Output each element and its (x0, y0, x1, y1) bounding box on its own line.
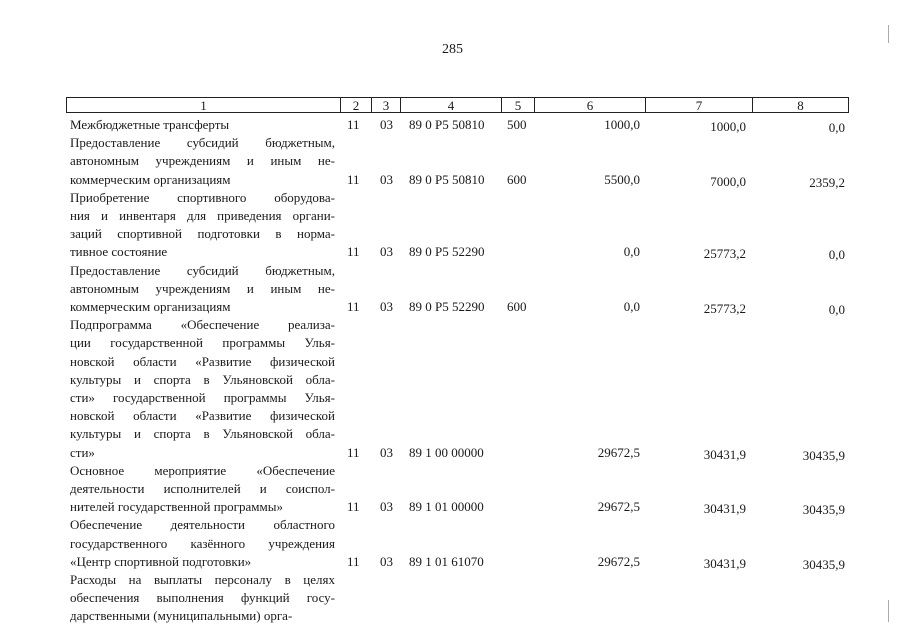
cell-c3: 03 (380, 553, 393, 569)
cell-c7: 30431,9 (703, 501, 746, 517)
cell-c8: 0,0 (828, 120, 845, 135)
cell-c4: 89 0 P5 52290 (409, 244, 485, 260)
description-line: Основное мероприятие «Обеспечение (70, 462, 335, 478)
description-line: Расходы на выплаты персоналу в целях (70, 572, 335, 587)
description-line: коммерческим организациям (70, 171, 231, 187)
description-line: Подпрограмма «Обеспечение реализа- (70, 317, 335, 333)
cell-c2: 11 (347, 444, 360, 460)
cell-c5: 600 (507, 171, 527, 187)
description-line: культуры и спорта в Ульяновской обла- (70, 426, 335, 442)
cell-c3: 03 (380, 244, 393, 260)
row-description (70, 316, 335, 462)
cell-c3: 03 (380, 499, 393, 515)
description-line: Приобретение спортивного оборудова- (70, 189, 335, 205)
cell-c8: 30435,9 (802, 502, 845, 518)
header-col-1: 1 (66, 97, 341, 113)
cell-c4: 89 0 P5 50810 (409, 117, 485, 132)
description-line: культуры и спорта в Ульяновской обла- (70, 371, 335, 387)
description-line: автономным учреждениям и иным не- (70, 280, 335, 296)
cell-c8: 30435,9 (802, 556, 845, 572)
cell-c2: 11 (347, 117, 360, 132)
description-line: автономным учреждениям и иным не- (70, 153, 335, 169)
cell-c8: 2359,2 (809, 174, 845, 190)
cell-c6: 0,0 (623, 298, 640, 314)
description-line: государственного казённого учреждения (70, 535, 335, 551)
cell-c3: 03 (380, 171, 393, 187)
header-col-5: 5 (501, 97, 535, 113)
header-col-4: 4 (400, 97, 502, 113)
cell-c7: 1000,0 (710, 119, 746, 134)
cell-c6: 29672,5 (597, 499, 640, 515)
cell-c4: 89 1 01 00000 (409, 499, 484, 515)
page-number: 285 (442, 42, 463, 57)
header-col-3: 3 (371, 97, 401, 113)
cell-c5: 500 (507, 117, 527, 132)
row-description (70, 116, 335, 134)
cell-c7: 25773,2 (703, 246, 746, 262)
description-line: новской области «Развитие физической (70, 408, 335, 424)
description-line: дарственными (муниципальными) орга- (70, 608, 293, 624)
cell-c8: 0,0 (828, 301, 845, 317)
cell-c6: 1000,0 (604, 117, 640, 132)
cell-c8: 0,0 (828, 247, 845, 263)
cell-c7: 30431,9 (703, 555, 746, 571)
scan-mark (888, 25, 889, 43)
description-line: деятельности исполнителей и соиспол- (70, 481, 335, 496)
cell-c3: 03 (380, 117, 393, 132)
cell-c6: 0,0 (623, 244, 640, 260)
row-description (70, 516, 335, 571)
cell-c4: 89 0 P5 50810 (409, 171, 485, 187)
cell-c7: 25773,2 (703, 300, 746, 316)
description-line: ции государственной программы Улья- (70, 335, 335, 351)
description-line: коммерческим организациям (70, 299, 231, 314)
header-col-2: 2 (340, 97, 372, 113)
description-line: заций спортивной подготовки в норма- (70, 226, 335, 242)
cell-c6: 29672,5 (597, 553, 640, 569)
scan-mark (888, 600, 889, 622)
header-col-8: 8 (752, 97, 849, 113)
cell-c2: 11 (347, 244, 360, 260)
description-line: тивное состояние (70, 244, 168, 260)
row-description (70, 134, 335, 189)
cell-c4: 89 1 00 00000 (409, 444, 484, 460)
description-line: нителей государственной программы» (70, 499, 283, 515)
cell-c7: 7000,0 (710, 173, 746, 189)
row-description (70, 189, 335, 262)
cell-c3: 03 (380, 298, 393, 314)
description-line: Межбюджетные трансферты (70, 117, 230, 132)
description-line: Предоставление субсидий бюджетным, (70, 135, 335, 151)
cell-c2: 11 (347, 499, 360, 515)
description-line: ния и инвентаря для приведения органи- (70, 208, 335, 223)
description-line: сти» (70, 444, 95, 460)
cell-c2: 11 (347, 298, 360, 314)
description-line: новской области «Развитие физической (70, 353, 335, 369)
cell-c8: 30435,9 (802, 447, 845, 463)
cell-c3: 03 (380, 444, 393, 460)
row-description (70, 571, 335, 626)
row-description (70, 462, 335, 517)
cell-c6: 5500,0 (604, 171, 640, 187)
cell-c2: 11 (347, 171, 360, 187)
cell-c6: 29672,5 (597, 444, 640, 460)
cell-c2: 11 (347, 553, 360, 569)
description-line: сти» государственной программы Улья- (70, 390, 335, 405)
description-line: обеспечения выполнения функций госу- (70, 590, 335, 606)
cell-c4: 89 1 01 61070 (409, 553, 484, 569)
header-col-7: 7 (645, 97, 753, 113)
description-line: Предоставление субсидий бюджетным, (70, 262, 335, 278)
cell-c7: 30431,9 (703, 446, 746, 462)
cell-c5: 600 (507, 298, 527, 314)
description-line: «Центр спортивной подготовки» (70, 553, 252, 569)
cell-c4: 89 0 P5 52290 (409, 298, 485, 314)
description-line: Обеспечение деятельности областного (70, 517, 335, 533)
header-col-6: 6 (534, 97, 646, 113)
row-description (70, 262, 335, 317)
